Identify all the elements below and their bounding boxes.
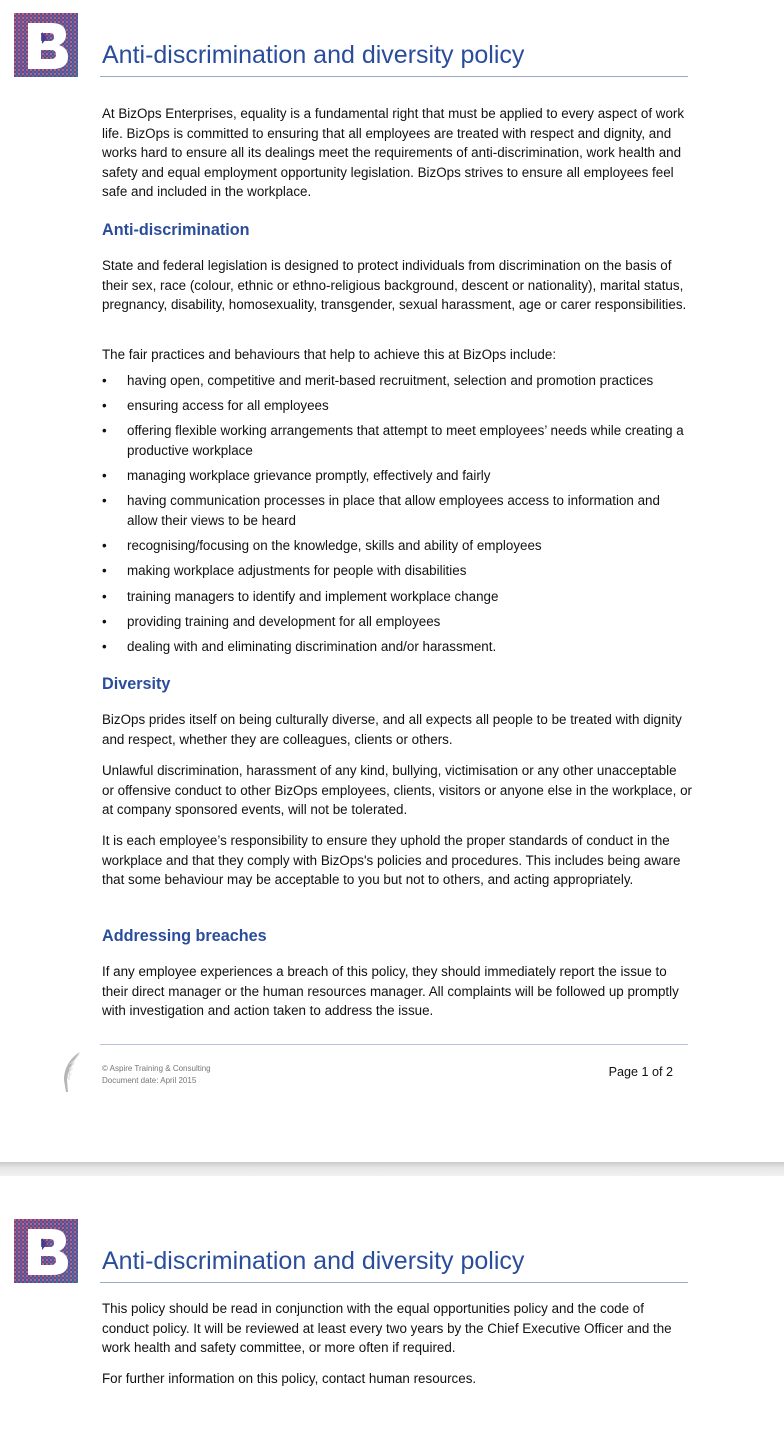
list-item: • managing workplace grievance promptly, effectively and fairly — [102, 466, 692, 486]
diversity-paragraph-2 — [102, 761, 692, 820]
page-number: Page 1 of 2 — [608, 1065, 673, 1079]
diversity-paragraph-1 — [102, 710, 692, 749]
title-rule — [100, 1282, 688, 1283]
section-heading-addressing-breaches: Addressing breaches — [102, 927, 267, 945]
paragraph-text: The fair practices and behaviours that help to achieve this at BizOps include: — [102, 347, 557, 362]
list-item: • making workplace adjustments for people with disabilities — [102, 561, 692, 581]
page-title: Anti-discrimination and diversity policy — [102, 1247, 525, 1275]
title-rule — [100, 76, 688, 77]
feather-icon — [60, 1050, 84, 1094]
paragraph-text: This policy should be read in conjunction with the equal opportunities policy and the code of conduct policy. It will be reviewed at least every two years by the Chief Executive Officer and the work health and safety committee, or more often if required. — [102, 1301, 672, 1356]
list-item: • having open, competitive and merit-based recruitment, selection and promotion practices — [102, 371, 692, 391]
diversity-paragraph-3 — [102, 831, 692, 890]
list-item: • providing training and development for all employees — [102, 612, 692, 632]
document-page-2 — [0, 1176, 784, 1432]
footer-document-date: Document date: April 2015 — [102, 1076, 197, 1085]
paragraph-text: Unlawful discrimination, harassment of any kind, bullying, victimisation or any other unacceptable or offensive conduct to other BizOps employees, clients, visitors or anyone else in the workplace, or at company sponsored events, will not be tolerated. — [102, 763, 692, 818]
paragraph-text: If any employee experiences a breach of this policy, they should immediately report the issue to their direct manager or the human resources manager. All complaints will be followed up promptly with investigation and action taken to address the issue. — [102, 964, 679, 1019]
list-item: • ensuring access for all employees — [102, 396, 692, 416]
paragraph-text: It is each employee’s responsibility to ensure they uphold the proper standards of conduct in the workplace and that they comply with BizOps's policies and procedures. This includes being aware that some behaviour may be acceptable to you but not to others, and acting appropriately. — [102, 833, 681, 888]
anti-discrimination-paragraph-2 — [102, 345, 692, 365]
paragraph-text: BizOps prides itself on being culturally diverse, and all expects all people to be treated with dignity and respect, whether they are colleagues, clients or others. — [102, 712, 682, 747]
page2-paragraph-2 — [102, 1369, 692, 1389]
list-item: • offering flexible working arrangements that attempt to meet employees’ needs while creating a productive workplace — [102, 421, 692, 460]
bizops-logo-icon — [14, 1219, 78, 1283]
fair-practices-list — [102, 371, 692, 662]
section-heading-anti-discrimination: Anti-discrimination — [102, 221, 250, 239]
list-item: • dealing with and eliminating discrimination and/or harassment. — [102, 637, 692, 657]
anti-discrimination-paragraph-1 — [102, 256, 692, 315]
page-title: Anti-discrimination and diversity policy — [102, 41, 525, 69]
intro-paragraph — [102, 104, 692, 202]
intro-text: At BizOps Enterprises, equality is a fundamental right that must be applied to every aspect of work life. BizOps is committed to ensuring that all employees are treated with respect and dignity, and works hard to ensure all its dealings meet the requirements of anti-discrimination, work health and safety and equal employment opportunity legislation. BizOps strives to ensure all employees feel safe and included in the workplace. — [102, 106, 685, 200]
footer-copyright: © Aspire Training & Consulting — [102, 1064, 211, 1073]
page-separator — [0, 1162, 784, 1176]
breaches-paragraph — [102, 962, 692, 1021]
list-item: • training managers to identify and implement workplace change — [102, 587, 692, 607]
footer-rule — [100, 1044, 688, 1045]
paragraph-text: State and federal legislation is designed to protect individuals from discrimination on the basis of their sex, race (colour, ethnic or ethno-religious background, descent or nationality), marital status, pregnancy, disability, homosexuality, transgender, sexual harassment, age or carer responsibilities. — [102, 258, 687, 313]
list-item: • having communication processes in place that allow employees access to information and allow their views to be heard — [102, 491, 692, 530]
page2-paragraph-1 — [102, 1299, 692, 1358]
bizops-logo-icon — [14, 13, 78, 77]
list-item: • recognising/focusing on the knowledge, skills and ability of employees — [102, 536, 692, 556]
section-heading-diversity: Diversity — [102, 675, 171, 693]
paragraph-text: For further information on this policy, contact human resources. — [102, 1371, 477, 1386]
